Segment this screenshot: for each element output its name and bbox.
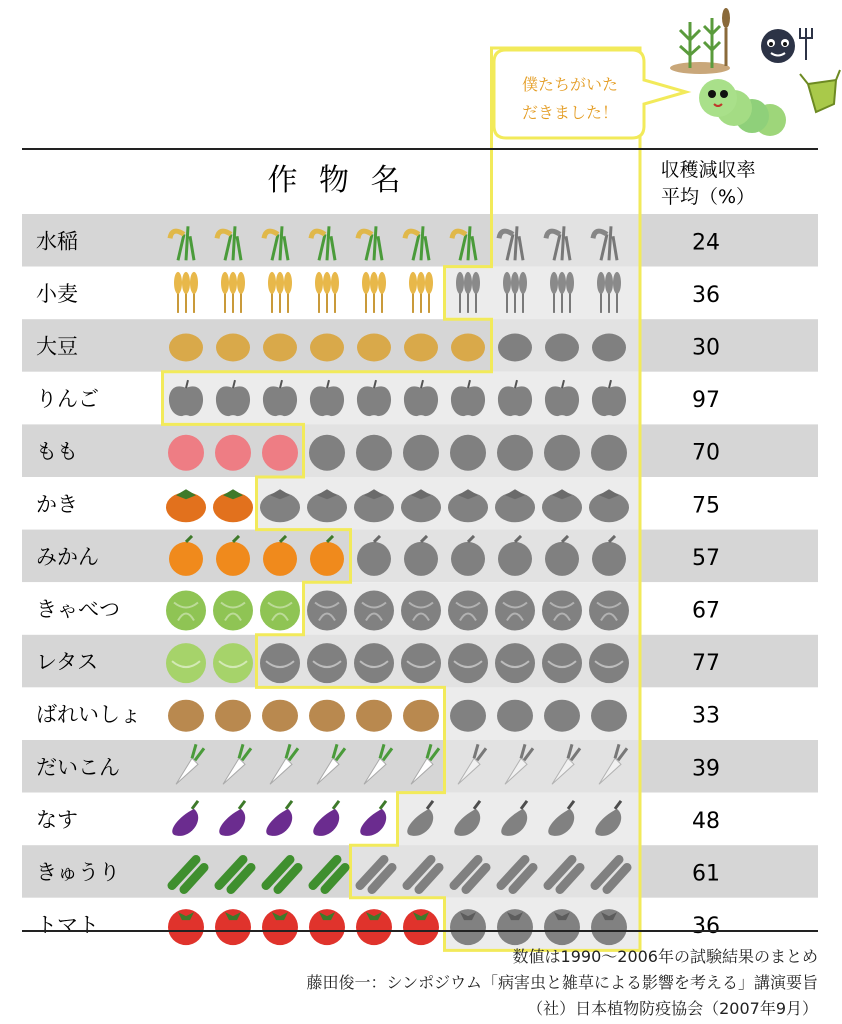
crop-name: ばれいしょ bbox=[36, 702, 141, 727]
tomato-icon bbox=[403, 909, 439, 945]
loss-rate-value: 36 bbox=[692, 282, 720, 308]
potato-icon bbox=[403, 700, 439, 732]
loss-rate-value: 97 bbox=[692, 388, 720, 414]
speech-bubble-line1: 僕たちがいた bbox=[521, 75, 619, 94]
peach-icon bbox=[450, 435, 486, 471]
cabbage-icon bbox=[354, 591, 394, 631]
table-background bbox=[22, 214, 818, 950]
tomato-icon bbox=[309, 909, 345, 945]
soybean-icon bbox=[310, 334, 344, 362]
peach-icon bbox=[591, 435, 627, 471]
cabbage-icon bbox=[495, 591, 535, 631]
lettuce-icon bbox=[589, 643, 629, 683]
potato-icon bbox=[309, 700, 345, 732]
crop-name: きゃべつ bbox=[36, 597, 120, 622]
crop-name: 水稲 bbox=[36, 229, 78, 254]
soybean-icon bbox=[498, 334, 532, 362]
loss-rate-value: 24 bbox=[692, 230, 720, 256]
soybean-icon bbox=[357, 334, 391, 362]
speech-bubble bbox=[494, 50, 686, 138]
lettuce-icon bbox=[354, 643, 394, 683]
cabbage-icon bbox=[448, 591, 488, 631]
loss-rate-value: 70 bbox=[692, 440, 720, 466]
soybean-icon bbox=[545, 334, 579, 362]
caterpillar-icon bbox=[699, 79, 786, 136]
soybean-icon bbox=[263, 334, 297, 362]
wheat-icon bbox=[315, 272, 339, 313]
germ-icon bbox=[761, 28, 812, 63]
value-column-header-line2: 平均（%） bbox=[660, 186, 756, 208]
stink-bug-icon bbox=[800, 70, 840, 112]
soybean-icon bbox=[451, 334, 485, 362]
lettuce-icon bbox=[166, 643, 206, 683]
crop-name: きゅうり bbox=[36, 860, 120, 885]
peach-icon bbox=[544, 435, 580, 471]
cabbage-icon bbox=[260, 591, 300, 631]
soybean-icon bbox=[169, 334, 203, 362]
lettuce-icon bbox=[307, 643, 347, 683]
wheat-icon bbox=[221, 272, 245, 313]
crop-column-header: 作 物 名 bbox=[267, 163, 407, 198]
wheat-icon bbox=[174, 272, 198, 313]
potato-icon bbox=[544, 700, 580, 732]
wheat-icon bbox=[597, 272, 621, 313]
potato-icon bbox=[262, 700, 298, 732]
loss-rate-value: 30 bbox=[692, 335, 720, 361]
source-note-line3: （社）日本植物防疫協会（2007年9月） bbox=[527, 999, 818, 1018]
crop-name: レタス bbox=[36, 650, 99, 675]
peach-icon bbox=[356, 435, 392, 471]
tomato-icon bbox=[168, 909, 204, 945]
cabbage-icon bbox=[166, 591, 206, 631]
tomato-icon bbox=[450, 909, 486, 945]
peach-icon bbox=[497, 435, 533, 471]
tomato-icon bbox=[356, 909, 392, 945]
peach-icon bbox=[403, 435, 439, 471]
crop-name: かき bbox=[36, 492, 78, 517]
loss-rate-value: 57 bbox=[692, 545, 720, 571]
soybean-icon bbox=[216, 334, 250, 362]
lettuce-icon bbox=[213, 643, 253, 683]
potato-icon bbox=[497, 700, 533, 732]
peach-icon bbox=[168, 435, 204, 471]
crop-name: 大豆 bbox=[36, 334, 78, 359]
crop-name: だいこん bbox=[36, 755, 120, 780]
source-note-line2: 藤田俊一：シンポジウム「病害虫と雑草による影響を考える」講演要旨 bbox=[306, 973, 818, 992]
cabbage-icon bbox=[401, 591, 441, 631]
loss-rate-value: 48 bbox=[692, 808, 720, 834]
tomato-icon bbox=[544, 909, 580, 945]
wheat-icon bbox=[550, 272, 574, 313]
peach-icon bbox=[215, 435, 251, 471]
potato-icon bbox=[450, 700, 486, 732]
source-note-line1: 数値は1990～2006年の試験結果のまとめ bbox=[512, 947, 818, 966]
crop-name: もも bbox=[36, 439, 78, 464]
peach-icon bbox=[262, 435, 298, 471]
soybean-icon bbox=[404, 334, 438, 362]
wheat-icon bbox=[409, 272, 433, 313]
wheat-icon bbox=[362, 272, 386, 313]
tomato-icon bbox=[215, 909, 251, 945]
cabbage-icon bbox=[589, 591, 629, 631]
crop-name: なす bbox=[36, 807, 78, 832]
lettuce-icon bbox=[401, 643, 441, 683]
lettuce-icon bbox=[260, 643, 300, 683]
tomato-icon bbox=[497, 909, 533, 945]
loss-rate-value: 33 bbox=[692, 703, 720, 729]
wheat-icon bbox=[268, 272, 292, 313]
loss-rate-value: 67 bbox=[692, 598, 720, 624]
lettuce-icon bbox=[448, 643, 488, 683]
soybean-icon bbox=[592, 334, 626, 362]
loss-rate-value: 39 bbox=[692, 756, 720, 782]
crop-name: 小麦 bbox=[36, 281, 78, 306]
cabbage-icon bbox=[213, 591, 253, 631]
tomato-icon bbox=[262, 909, 298, 945]
loss-rate-value: 36 bbox=[692, 914, 720, 940]
speech-bubble-shape bbox=[494, 50, 686, 138]
crop-name: みかん bbox=[36, 544, 99, 569]
potato-icon bbox=[356, 700, 392, 732]
loss-rate-value: 77 bbox=[692, 651, 720, 677]
potato-icon bbox=[591, 700, 627, 732]
cabbage-icon bbox=[307, 591, 347, 631]
crop-name: りんご bbox=[36, 387, 99, 412]
cabbage-icon bbox=[542, 591, 582, 631]
potato-icon bbox=[168, 700, 204, 732]
lettuce-icon bbox=[495, 643, 535, 683]
wheat-icon bbox=[456, 272, 480, 313]
loss-rate-value: 75 bbox=[692, 493, 720, 519]
wheat-icon bbox=[503, 272, 527, 313]
speech-bubble-line2: だきました！ bbox=[521, 103, 619, 122]
potato-icon bbox=[215, 700, 251, 732]
value-column-header-line1: 収穫減収率 bbox=[660, 159, 756, 181]
lettuce-icon bbox=[542, 643, 582, 683]
weed-icon bbox=[670, 8, 730, 74]
crop-name: トマト bbox=[36, 913, 99, 938]
tomato-icon bbox=[591, 909, 627, 945]
loss-rate-value: 61 bbox=[692, 861, 720, 887]
peach-icon bbox=[309, 435, 345, 471]
